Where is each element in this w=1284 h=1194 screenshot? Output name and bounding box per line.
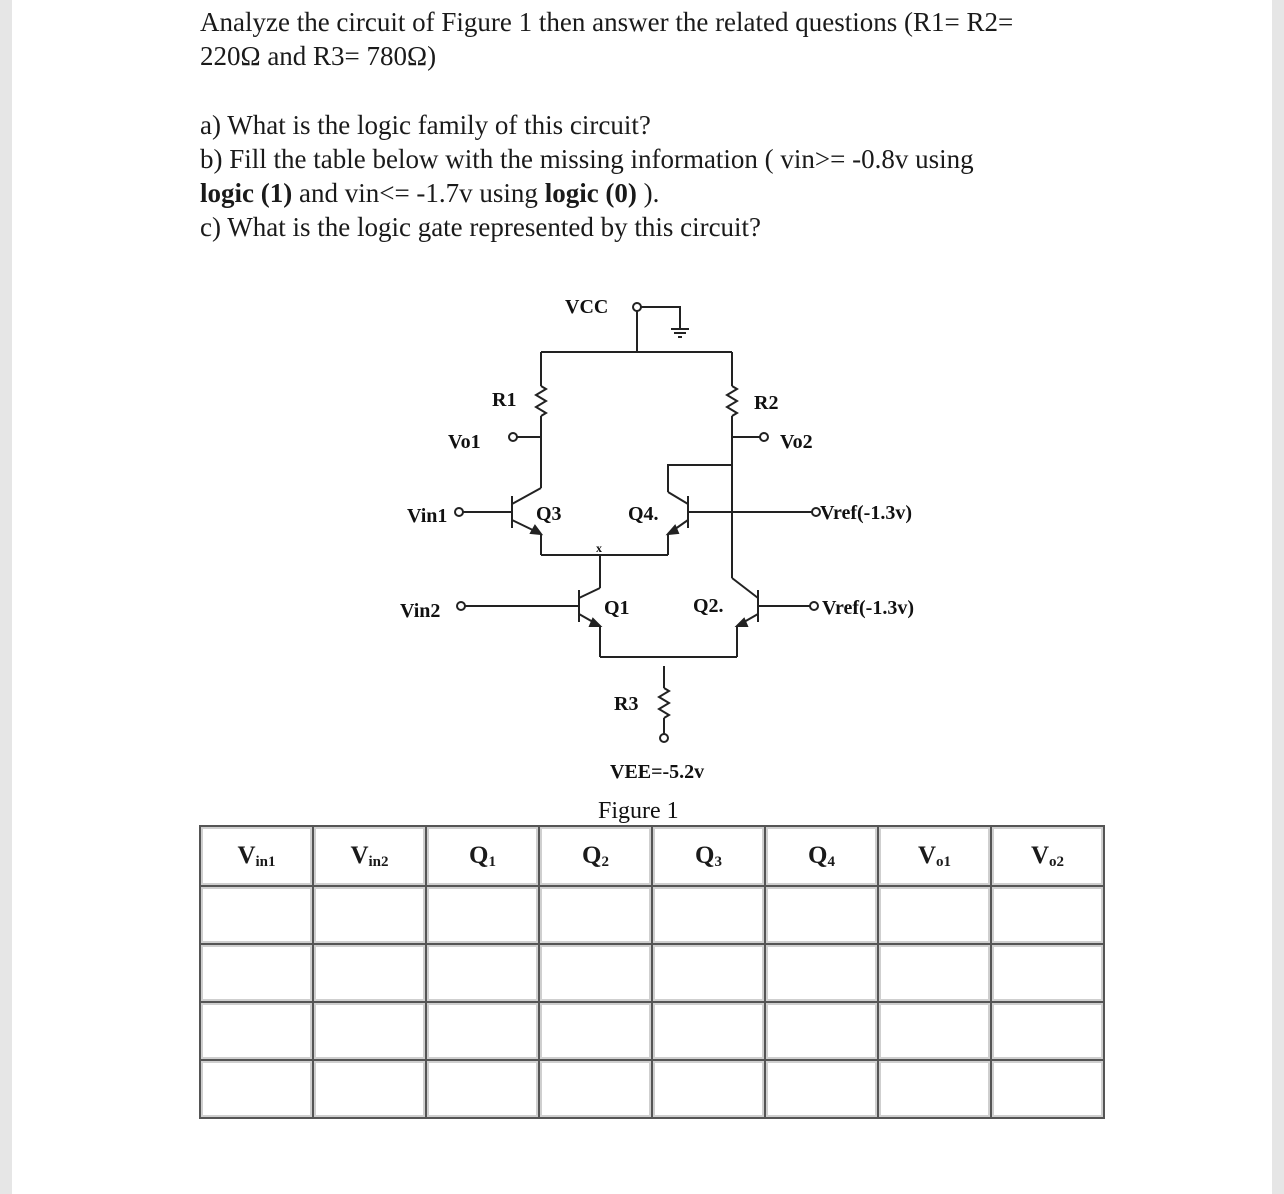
q1-label: Q1 [604,597,630,619]
q4-label: Q4. [628,503,659,525]
answer-cell[interactable] [426,886,539,944]
r3-resistor [659,688,669,718]
header-sub: 2 [601,853,609,870]
answer-cell[interactable] [426,944,539,1002]
question-b-end: ). [636,178,660,208]
answer-cell[interactable] [991,1060,1104,1118]
q3-label: Q3 [536,503,562,525]
header-main: V [237,841,256,869]
answer-cell[interactable] [878,1002,991,1060]
answer-cell[interactable] [652,886,765,944]
q2-label: Q2. [693,595,724,617]
question-b-mid: and vin<= -1.7v using [292,178,545,208]
header-sub: 1 [488,853,496,870]
vcc-label: VCC [565,296,609,318]
answer-cell[interactable] [878,1060,991,1118]
question-a: a) What is the logic family of this circuit? [200,110,651,140]
answer-cell[interactable] [765,944,878,1002]
vref-top-terminal [812,508,820,516]
header-cell [765,826,878,886]
header-cell [878,826,991,886]
answer-cell[interactable] [652,944,765,1002]
header-main: Q [808,841,828,869]
vee-label: VEE=-5.2v [610,761,705,783]
header-sub: o1 [936,853,952,870]
vin2-terminal [457,602,465,610]
header-sub: o2 [1049,853,1065,870]
answer-cell[interactable] [539,886,652,944]
header-sub: 3 [714,853,722,870]
answer-cell[interactable] [765,886,878,944]
question-c: c) What is the logic gate represented by this circuit? [200,212,762,242]
vcc-terminal [633,303,641,311]
answer-cell[interactable] [991,1002,1104,1060]
truth-table [199,825,1105,1119]
vin2-label: Vin2 [400,600,441,622]
figure-caption: Figure 1 [598,798,679,824]
answer-cell[interactable] [765,1002,878,1060]
table-row [200,1060,1104,1118]
vin1-terminal [455,508,463,516]
header-main: V [350,841,369,869]
answer-cell[interactable] [313,886,426,944]
header-cell [652,826,765,886]
header-main: Q [582,841,602,869]
answer-cell[interactable] [991,886,1104,944]
answer-cell[interactable] [878,944,991,1002]
answer-cell[interactable] [991,944,1104,1002]
table-row [200,944,1104,1002]
answer-cell[interactable] [313,1002,426,1060]
r3-label: R3 [614,693,639,715]
vref-top-label: Vref(-1.3v) [820,502,912,524]
answer-cell[interactable] [426,1002,539,1060]
header-sub: in1 [255,853,276,870]
vref-bottom-label: Vref(-1.3v) [822,597,914,619]
header-sub: in2 [368,853,389,870]
header-sub: 4 [827,853,835,870]
answer-cell[interactable] [313,944,426,1002]
header-main: Q [695,841,715,869]
r1-label: R1 [492,389,517,411]
vo2-label: Vo2 [780,431,813,453]
answer-cell[interactable] [426,1060,539,1118]
r1-resistor [536,386,546,416]
vee-terminal [660,734,668,742]
answer-cell[interactable] [200,1002,313,1060]
intro-line-1: Analyze the circuit of Figure 1 then answer the related questions (R1= R2= [200,7,1014,37]
logic-zero-label: logic (0) [544,178,637,208]
vref-bottom-terminal [810,602,818,610]
answer-cell[interactable] [200,944,313,1002]
table-row [200,886,1104,944]
header-main: Q [469,841,489,869]
vin1-label: Vin1 [407,505,448,527]
vo1-label: Vo1 [448,431,481,453]
vo1-terminal [509,433,517,441]
question-b-line-1: b) Fill the table below with the missing information ( vin>= -0.8v using [200,144,974,174]
answer-cell[interactable] [539,1002,652,1060]
header-cell [991,826,1104,886]
answer-cell[interactable] [878,886,991,944]
r2-label: R2 [754,392,779,414]
header-main: V [917,841,937,869]
header-cell [539,826,652,886]
answer-cell[interactable] [313,1060,426,1118]
logic-one-label: logic (1) [200,178,293,208]
answer-cell[interactable] [200,1060,313,1118]
answer-cell[interactable] [652,1002,765,1060]
table-header-row [200,826,1104,886]
table-row [200,1002,1104,1060]
vo2-terminal [760,433,768,441]
header-cell [426,826,539,886]
intro-line-2: 220Ω and R3= 780Ω) [200,41,437,71]
answer-cell[interactable] [652,1060,765,1118]
header-cell [200,826,313,886]
answer-cell[interactable] [539,1060,652,1118]
answer-cell[interactable] [765,1060,878,1118]
r2-resistor [727,386,737,416]
x-mark: x [596,541,602,555]
header-cell [313,826,426,886]
answer-cell[interactable] [200,886,313,944]
answer-cell[interactable] [539,944,652,1002]
header-main: V [1030,841,1050,869]
